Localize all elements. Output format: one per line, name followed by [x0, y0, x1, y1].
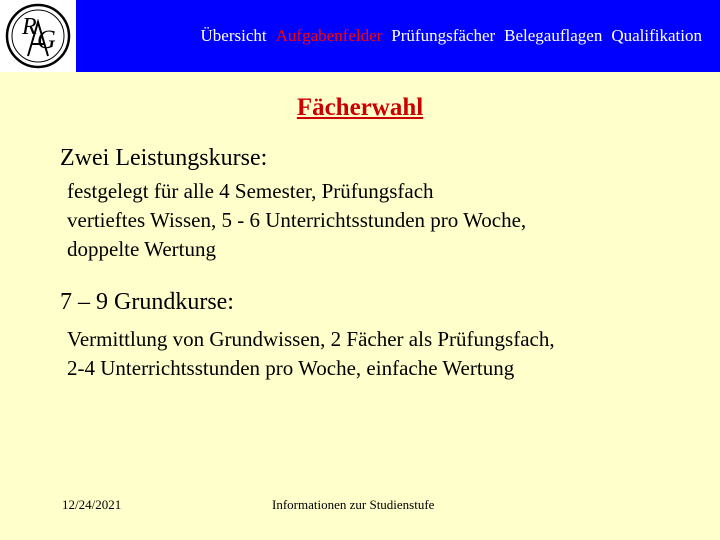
- page-title: Fächerwahl: [296, 94, 424, 121]
- body-line: vertieftes Wissen, 5 - 6 Unterrichtsstunden pro Woche,: [67, 208, 527, 232]
- nav-qualifikation[interactable]: Qualifikation: [611, 26, 702, 45]
- svg-text:R: R: [22, 14, 37, 40]
- section-heading-leistungskurse: Zwei Leistungskurse:: [60, 145, 268, 171]
- nav-belegauflagen[interactable]: Belegauflagen: [504, 26, 603, 45]
- section-body-leistungskurse: [67, 177, 526, 264]
- body-line: 2-4 Unterrichtsstunden pro Woche, einfache Wertung: [67, 356, 515, 380]
- section-heading-grundkurse: 7 – 9 Grundkurse:: [60, 289, 234, 315]
- logo: [0, 0, 76, 72]
- section-body-grundkurse: [67, 325, 555, 383]
- school-logo-rmg-icon: [0, 0, 76, 72]
- nav-aufgabenfelder[interactable]: Aufgabenfelder: [275, 26, 383, 45]
- footer-date: 12/24/2021: [62, 497, 122, 512]
- nav-uebersicht[interactable]: Übersicht: [200, 26, 267, 45]
- body-line: Vermittlung von Grundwissen, 2 Fächer als Prüfungsfach,: [67, 327, 555, 351]
- body-line: doppelte Wertung: [67, 237, 216, 261]
- footer-title: Informationen zur Studienstufe: [272, 497, 435, 512]
- nav-pruefungsfaecher[interactable]: Prüfungsfächer: [391, 26, 496, 45]
- body-line: festgelegt für alle 4 Semester, Prüfungsfach: [67, 179, 434, 203]
- svg-text:G: G: [37, 25, 56, 54]
- top-nav: [76, 0, 720, 72]
